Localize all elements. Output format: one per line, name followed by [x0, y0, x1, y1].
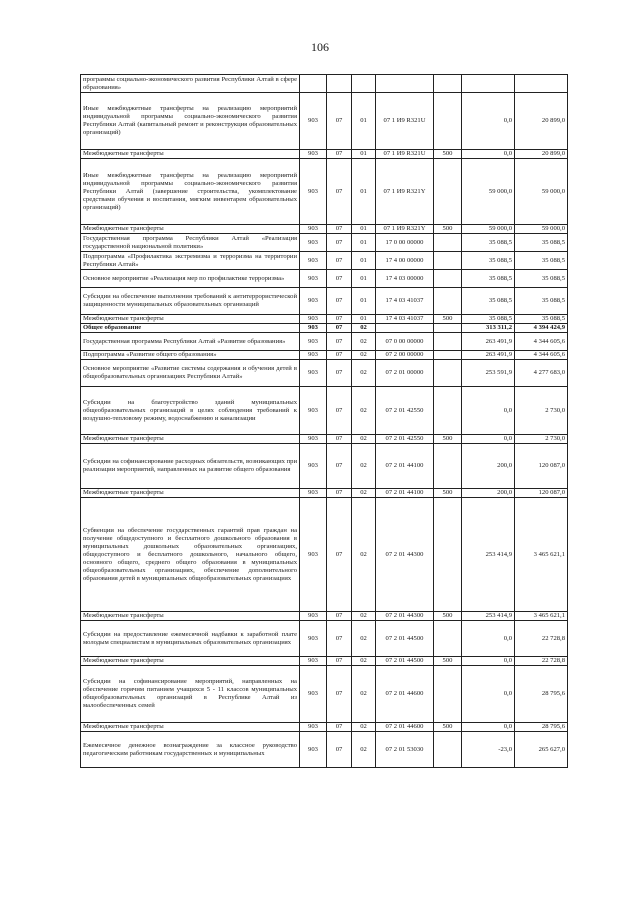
ministry-code-cell: 903: [300, 234, 327, 252]
table-row: [81, 159, 568, 225]
table-row: [81, 75, 568, 93]
expense-type-code-cell: [434, 666, 462, 723]
table-row: [81, 234, 568, 252]
ministry-code-cell: 903: [300, 159, 327, 225]
target-article-code-cell: 07 1 И9 R321U: [376, 93, 434, 150]
item-name-cell: Основное мероприятие «Реализация мер по профилактике терроризма»: [81, 270, 300, 288]
section-code-cell: [327, 75, 352, 93]
section-code-cell: 07: [327, 435, 352, 444]
amount-change-cell: 253 591,9: [462, 360, 515, 387]
item-name-cell: Ежемесячное денежное вознаграждение за классное руководство педагогическим работникам государственных и муниципальных: [81, 732, 300, 768]
target-article-code-cell: 07 2 01 44600: [376, 723, 434, 732]
subsection-code-cell: 02: [352, 666, 376, 723]
ministry-code-cell: 903: [300, 225, 327, 234]
table-row: [81, 333, 568, 351]
table-row: [81, 351, 568, 360]
amount-change-cell: 35 088,5: [462, 270, 515, 288]
table-row: [81, 360, 568, 387]
target-article-code-cell: 07 2 01 44300: [376, 498, 434, 612]
subsection-code-cell: 01: [352, 234, 376, 252]
table-row: [81, 444, 568, 489]
item-name-cell: Межбюджетные трансферты: [81, 723, 300, 732]
expense-type-code-cell: 500: [434, 315, 462, 324]
item-name-cell: Иные межбюджетные трансферты на реализацию мероприятий индивидуальной программы социально-экономического развития Республики Алтай (капитальный ремонт и реконструкция образовательных организаций): [81, 93, 300, 150]
subsection-code-cell: 02: [352, 333, 376, 351]
amount-total-cell: 59 000,0: [515, 225, 568, 234]
target-article-code-cell: 07 2 01 44100: [376, 489, 434, 498]
ministry-code-cell: 903: [300, 666, 327, 723]
amount-change-cell: 0,0: [462, 723, 515, 732]
subsection-code-cell: 02: [352, 498, 376, 612]
item-name-cell: Межбюджетные трансферты: [81, 657, 300, 666]
amount-total-cell: 20 899,0: [515, 150, 568, 159]
table-row: [81, 723, 568, 732]
ministry-code-cell: 903: [300, 333, 327, 351]
amount-total-cell: 265 627,0: [515, 732, 568, 768]
expense-type-code-cell: [434, 333, 462, 351]
subsection-code-cell: 02: [352, 435, 376, 444]
ministry-code-cell: 903: [300, 489, 327, 498]
ministry-code-cell: 903: [300, 315, 327, 324]
item-name-cell: Общее образование: [81, 324, 300, 333]
expense-type-code-cell: [434, 732, 462, 768]
item-name-cell: Субсидии на обеспечение выполнения требований к антитеррористической защищенности муниципальных образовательных организаций: [81, 288, 300, 315]
target-article-code-cell: 07 2 01 42550: [376, 435, 434, 444]
table-row: [81, 732, 568, 768]
target-article-code-cell: 07 2 00 00000: [376, 351, 434, 360]
amount-total-cell: 35 088,5: [515, 315, 568, 324]
expense-type-code-cell: [434, 351, 462, 360]
section-code-cell: 07: [327, 324, 352, 333]
amount-total-cell: 35 088,5: [515, 270, 568, 288]
subsection-code-cell: 01: [352, 93, 376, 150]
ministry-code-cell: 903: [300, 444, 327, 489]
table-row: [81, 252, 568, 270]
section-code-cell: 07: [327, 333, 352, 351]
amount-total-cell: 4 344 605,6: [515, 351, 568, 360]
amount-total-cell: 28 795,6: [515, 723, 568, 732]
ministry-code-cell: 903: [300, 324, 327, 333]
expense-type-code-cell: 500: [434, 612, 462, 621]
expense-type-code-cell: 500: [434, 150, 462, 159]
amount-change-cell: 59 000,0: [462, 225, 515, 234]
target-article-code-cell: 17 4 03 41037: [376, 288, 434, 315]
amount-total-cell: 120 087,0: [515, 444, 568, 489]
expense-type-code-cell: [434, 360, 462, 387]
subsection-code-cell: 02: [352, 444, 376, 489]
section-code-cell: 07: [327, 159, 352, 225]
ministry-code-cell: 903: [300, 732, 327, 768]
amount-total-cell: 35 088,5: [515, 288, 568, 315]
target-article-code-cell: 07 1 И9 R321Y: [376, 225, 434, 234]
section-code-cell: 07: [327, 234, 352, 252]
expense-type-code-cell: 500: [434, 723, 462, 732]
target-article-code-cell: 07 2 01 44600: [376, 666, 434, 723]
section-code-cell: 07: [327, 387, 352, 435]
amount-change-cell: [462, 75, 515, 93]
amount-change-cell: 263 491,9: [462, 351, 515, 360]
amount-total-cell: 22 728,8: [515, 657, 568, 666]
expense-type-code-cell: [434, 324, 462, 333]
amount-change-cell: 35 088,5: [462, 252, 515, 270]
expense-type-code-cell: [434, 75, 462, 93]
table-row: [81, 387, 568, 435]
ministry-code-cell: 903: [300, 387, 327, 435]
amount-total-cell: 4 394 424,9: [515, 324, 568, 333]
amount-change-cell: 0,0: [462, 435, 515, 444]
ministry-code-cell: 903: [300, 612, 327, 621]
target-article-code-cell: 07 2 01 44100: [376, 444, 434, 489]
section-code-cell: 07: [327, 444, 352, 489]
amount-total-cell: 4 277 683,0: [515, 360, 568, 387]
amount-change-cell: 253 414,9: [462, 498, 515, 612]
amount-change-cell: 313 311,2: [462, 324, 515, 333]
expense-type-code-cell: [434, 270, 462, 288]
amount-change-cell: 0,0: [462, 150, 515, 159]
budget-table-body: [81, 75, 568, 768]
subsection-code-cell: [352, 75, 376, 93]
section-code-cell: 07: [327, 612, 352, 621]
target-article-code-cell: 17 4 03 00000: [376, 270, 434, 288]
ministry-code-cell: 903: [300, 93, 327, 150]
subsection-code-cell: 01: [352, 159, 376, 225]
section-code-cell: 07: [327, 621, 352, 657]
target-article-code-cell: 07 1 И9 R321U: [376, 150, 434, 159]
section-code-cell: 07: [327, 270, 352, 288]
expense-type-code-cell: [434, 93, 462, 150]
target-article-code-cell: 07 2 01 44500: [376, 657, 434, 666]
amount-change-cell: 0,0: [462, 387, 515, 435]
target-article-code-cell: 07 1 И9 R321Y: [376, 159, 434, 225]
expense-type-code-cell: 500: [434, 657, 462, 666]
section-code-cell: 07: [327, 666, 352, 723]
amount-change-cell: 263 491,9: [462, 333, 515, 351]
item-name-cell: Государственная программа Республики Алтай «Развитие образования»: [81, 333, 300, 351]
target-article-code-cell: 07 2 01 42550: [376, 387, 434, 435]
subsection-code-cell: 01: [352, 288, 376, 315]
section-code-cell: 07: [327, 93, 352, 150]
expense-type-code-cell: [434, 387, 462, 435]
amount-change-cell: 200,0: [462, 489, 515, 498]
item-name-cell: Основное мероприятие «Развитие системы содержания и обучения детей в общеобразовательных организациях Республики Алтай»: [81, 360, 300, 387]
table-row: [81, 93, 568, 150]
amount-total-cell: 22 728,8: [515, 621, 568, 657]
target-article-code-cell: 07 2 01 00000: [376, 360, 434, 387]
table-row: [81, 270, 568, 288]
section-code-cell: 07: [327, 723, 352, 732]
amount-total-cell: 28 795,6: [515, 666, 568, 723]
item-name-cell: Субвенции на обеспечение государственных гарантий прав граждан на получение общедоступного и бесплатного дошкольного образования в муниципальных дошкольных образовательных организациях, общедоступного и бесплатного дошкольного, начального общего, основного общего, среднего общего образования в муниципальных общеобразовательных организациях, обеспечение дополнительного образования детей в муниципальных общеобразовательных организациях: [81, 498, 300, 612]
budget-table: [80, 74, 568, 768]
target-article-code-cell: 07 2 01 53030: [376, 732, 434, 768]
amount-total-cell: 20 899,0: [515, 93, 568, 150]
table-row: [81, 612, 568, 621]
subsection-code-cell: 02: [352, 489, 376, 498]
subsection-code-cell: 01: [352, 150, 376, 159]
expense-type-code-cell: [434, 252, 462, 270]
amount-change-cell: -23,0: [462, 732, 515, 768]
table-row: [81, 315, 568, 324]
subsection-code-cell: 01: [352, 270, 376, 288]
ministry-code-cell: 903: [300, 150, 327, 159]
section-code-cell: 07: [327, 150, 352, 159]
table-row: [81, 225, 568, 234]
item-name-cell: Субсидии на софинансирование мероприятий, направленных на обеспечение горячим питанием учащихся 5 - 11 классов муниципальных общеобразовательных организаций в Республике Алтай из малообеспеченных семей: [81, 666, 300, 723]
section-code-cell: 07: [327, 489, 352, 498]
table-row: [81, 150, 568, 159]
table-row: [81, 498, 568, 612]
amount-change-cell: 35 088,5: [462, 315, 515, 324]
expense-type-code-cell: [434, 159, 462, 225]
page-number: 106: [311, 40, 329, 54]
target-article-code-cell: 17 4 03 41037: [376, 315, 434, 324]
target-article-code-cell: 17 0 00 00000: [376, 234, 434, 252]
table-row: [81, 435, 568, 444]
expense-type-code-cell: 500: [434, 435, 462, 444]
amount-total-cell: 35 088,5: [515, 252, 568, 270]
item-name-cell: Межбюджетные трансферты: [81, 612, 300, 621]
expense-type-code-cell: [434, 444, 462, 489]
item-name-cell: Субсидии на софинансирование расходных обязательств, возникающих при реализации мероприятий, направленных на развитие общего образования: [81, 444, 300, 489]
amount-change-cell: 0,0: [462, 657, 515, 666]
subsection-code-cell: 02: [352, 612, 376, 621]
ministry-code-cell: 903: [300, 270, 327, 288]
expense-type-code-cell: 500: [434, 489, 462, 498]
subsection-code-cell: 02: [352, 732, 376, 768]
subsection-code-cell: 01: [352, 252, 376, 270]
section-code-cell: 07: [327, 288, 352, 315]
item-name-cell: Государственная программа Республики Алтай «Реализация государственной национальной политики»: [81, 234, 300, 252]
amount-total-cell: 2 730,0: [515, 387, 568, 435]
target-article-code-cell: 17 4 00 00000: [376, 252, 434, 270]
amount-change-cell: 200,0: [462, 444, 515, 489]
table-row: [81, 288, 568, 315]
subsection-code-cell: 01: [352, 315, 376, 324]
item-name-cell: Межбюджетные трансферты: [81, 489, 300, 498]
amount-total-cell: 3 465 621,1: [515, 498, 568, 612]
target-article-code-cell: [376, 324, 434, 333]
expense-type-code-cell: [434, 498, 462, 612]
subsection-code-cell: 02: [352, 723, 376, 732]
section-code-cell: 07: [327, 351, 352, 360]
section-code-cell: 07: [327, 252, 352, 270]
section-code-cell: 07: [327, 732, 352, 768]
section-code-cell: 07: [327, 315, 352, 324]
amount-total-cell: 59 000,0: [515, 159, 568, 225]
item-name-cell: Подпрограмма «Профилактика экстремизма и терроризма на территории Республики Алтай»: [81, 252, 300, 270]
amount-change-cell: 35 088,5: [462, 288, 515, 315]
subsection-code-cell: 02: [352, 621, 376, 657]
subsection-code-cell: 02: [352, 387, 376, 435]
ministry-code-cell: 903: [300, 351, 327, 360]
item-name-cell: программы социально-экономического развития Республики Алтай в сфере образования»: [81, 75, 300, 93]
target-article-code-cell: 07 2 01 44500: [376, 621, 434, 657]
expense-type-code-cell: 500: [434, 225, 462, 234]
amount-total-cell: 120 087,0: [515, 489, 568, 498]
subsection-code-cell: 01: [352, 225, 376, 234]
item-name-cell: Подпрограмма «Развитие общего образования»: [81, 351, 300, 360]
expense-type-code-cell: [434, 621, 462, 657]
table-row: [81, 489, 568, 498]
section-code-cell: 07: [327, 360, 352, 387]
section-code-cell: 07: [327, 498, 352, 612]
subsection-code-cell: 02: [352, 657, 376, 666]
item-name-cell: Иные межбюджетные трансферты на реализацию мероприятий индивидуальной программы социально-экономического развития Республики Алтай (завершение строительства, укомплектование средствами обучения и воспитания, мягким инвентарем образовательных организаций): [81, 159, 300, 225]
table-row: [81, 657, 568, 666]
table-row: [81, 621, 568, 657]
target-article-code-cell: 07 0 00 00000: [376, 333, 434, 351]
ministry-code-cell: 903: [300, 498, 327, 612]
ministry-code-cell: [300, 75, 327, 93]
amount-change-cell: 0,0: [462, 621, 515, 657]
amount-total-cell: [515, 75, 568, 93]
amount-change-cell: 253 414,9: [462, 612, 515, 621]
amount-total-cell: 4 344 605,6: [515, 333, 568, 351]
section-code-cell: 07: [327, 657, 352, 666]
ministry-code-cell: 903: [300, 657, 327, 666]
item-name-cell: Субсидии на благоустройство зданий муниципальных общеобразовательных организаций в целях соблюдения требований к воздушно-тепловому режиму, водоснабжению и канализации: [81, 387, 300, 435]
ministry-code-cell: 903: [300, 621, 327, 657]
item-name-cell: Межбюджетные трансферты: [81, 150, 300, 159]
subsection-code-cell: 02: [352, 360, 376, 387]
ministry-code-cell: 903: [300, 288, 327, 315]
table-row: [81, 324, 568, 333]
item-name-cell: Межбюджетные трансферты: [81, 435, 300, 444]
subsection-code-cell: 02: [352, 324, 376, 333]
ministry-code-cell: 903: [300, 252, 327, 270]
ministry-code-cell: 903: [300, 360, 327, 387]
subsection-code-cell: 02: [352, 351, 376, 360]
amount-change-cell: 59 000,0: [462, 159, 515, 225]
item-name-cell: Межбюджетные трансферты: [81, 315, 300, 324]
amount-change-cell: 35 088,5: [462, 234, 515, 252]
target-article-code-cell: [376, 75, 434, 93]
amount-change-cell: 0,0: [462, 666, 515, 723]
amount-change-cell: 0,0: [462, 93, 515, 150]
amount-total-cell: 3 465 621,1: [515, 612, 568, 621]
expense-type-code-cell: [434, 288, 462, 315]
item-name-cell: Межбюджетные трансферты: [81, 225, 300, 234]
amount-total-cell: 2 730,0: [515, 435, 568, 444]
ministry-code-cell: 903: [300, 723, 327, 732]
amount-total-cell: 35 088,5: [515, 234, 568, 252]
section-code-cell: 07: [327, 225, 352, 234]
ministry-code-cell: 903: [300, 435, 327, 444]
table-row: [81, 666, 568, 723]
item-name-cell: Субсидии на предоставление ежемесячной надбавки к заработной плате молодым специалистам в муниципальных образовательных организациях: [81, 621, 300, 657]
expense-type-code-cell: [434, 234, 462, 252]
target-article-code-cell: 07 2 01 44300: [376, 612, 434, 621]
